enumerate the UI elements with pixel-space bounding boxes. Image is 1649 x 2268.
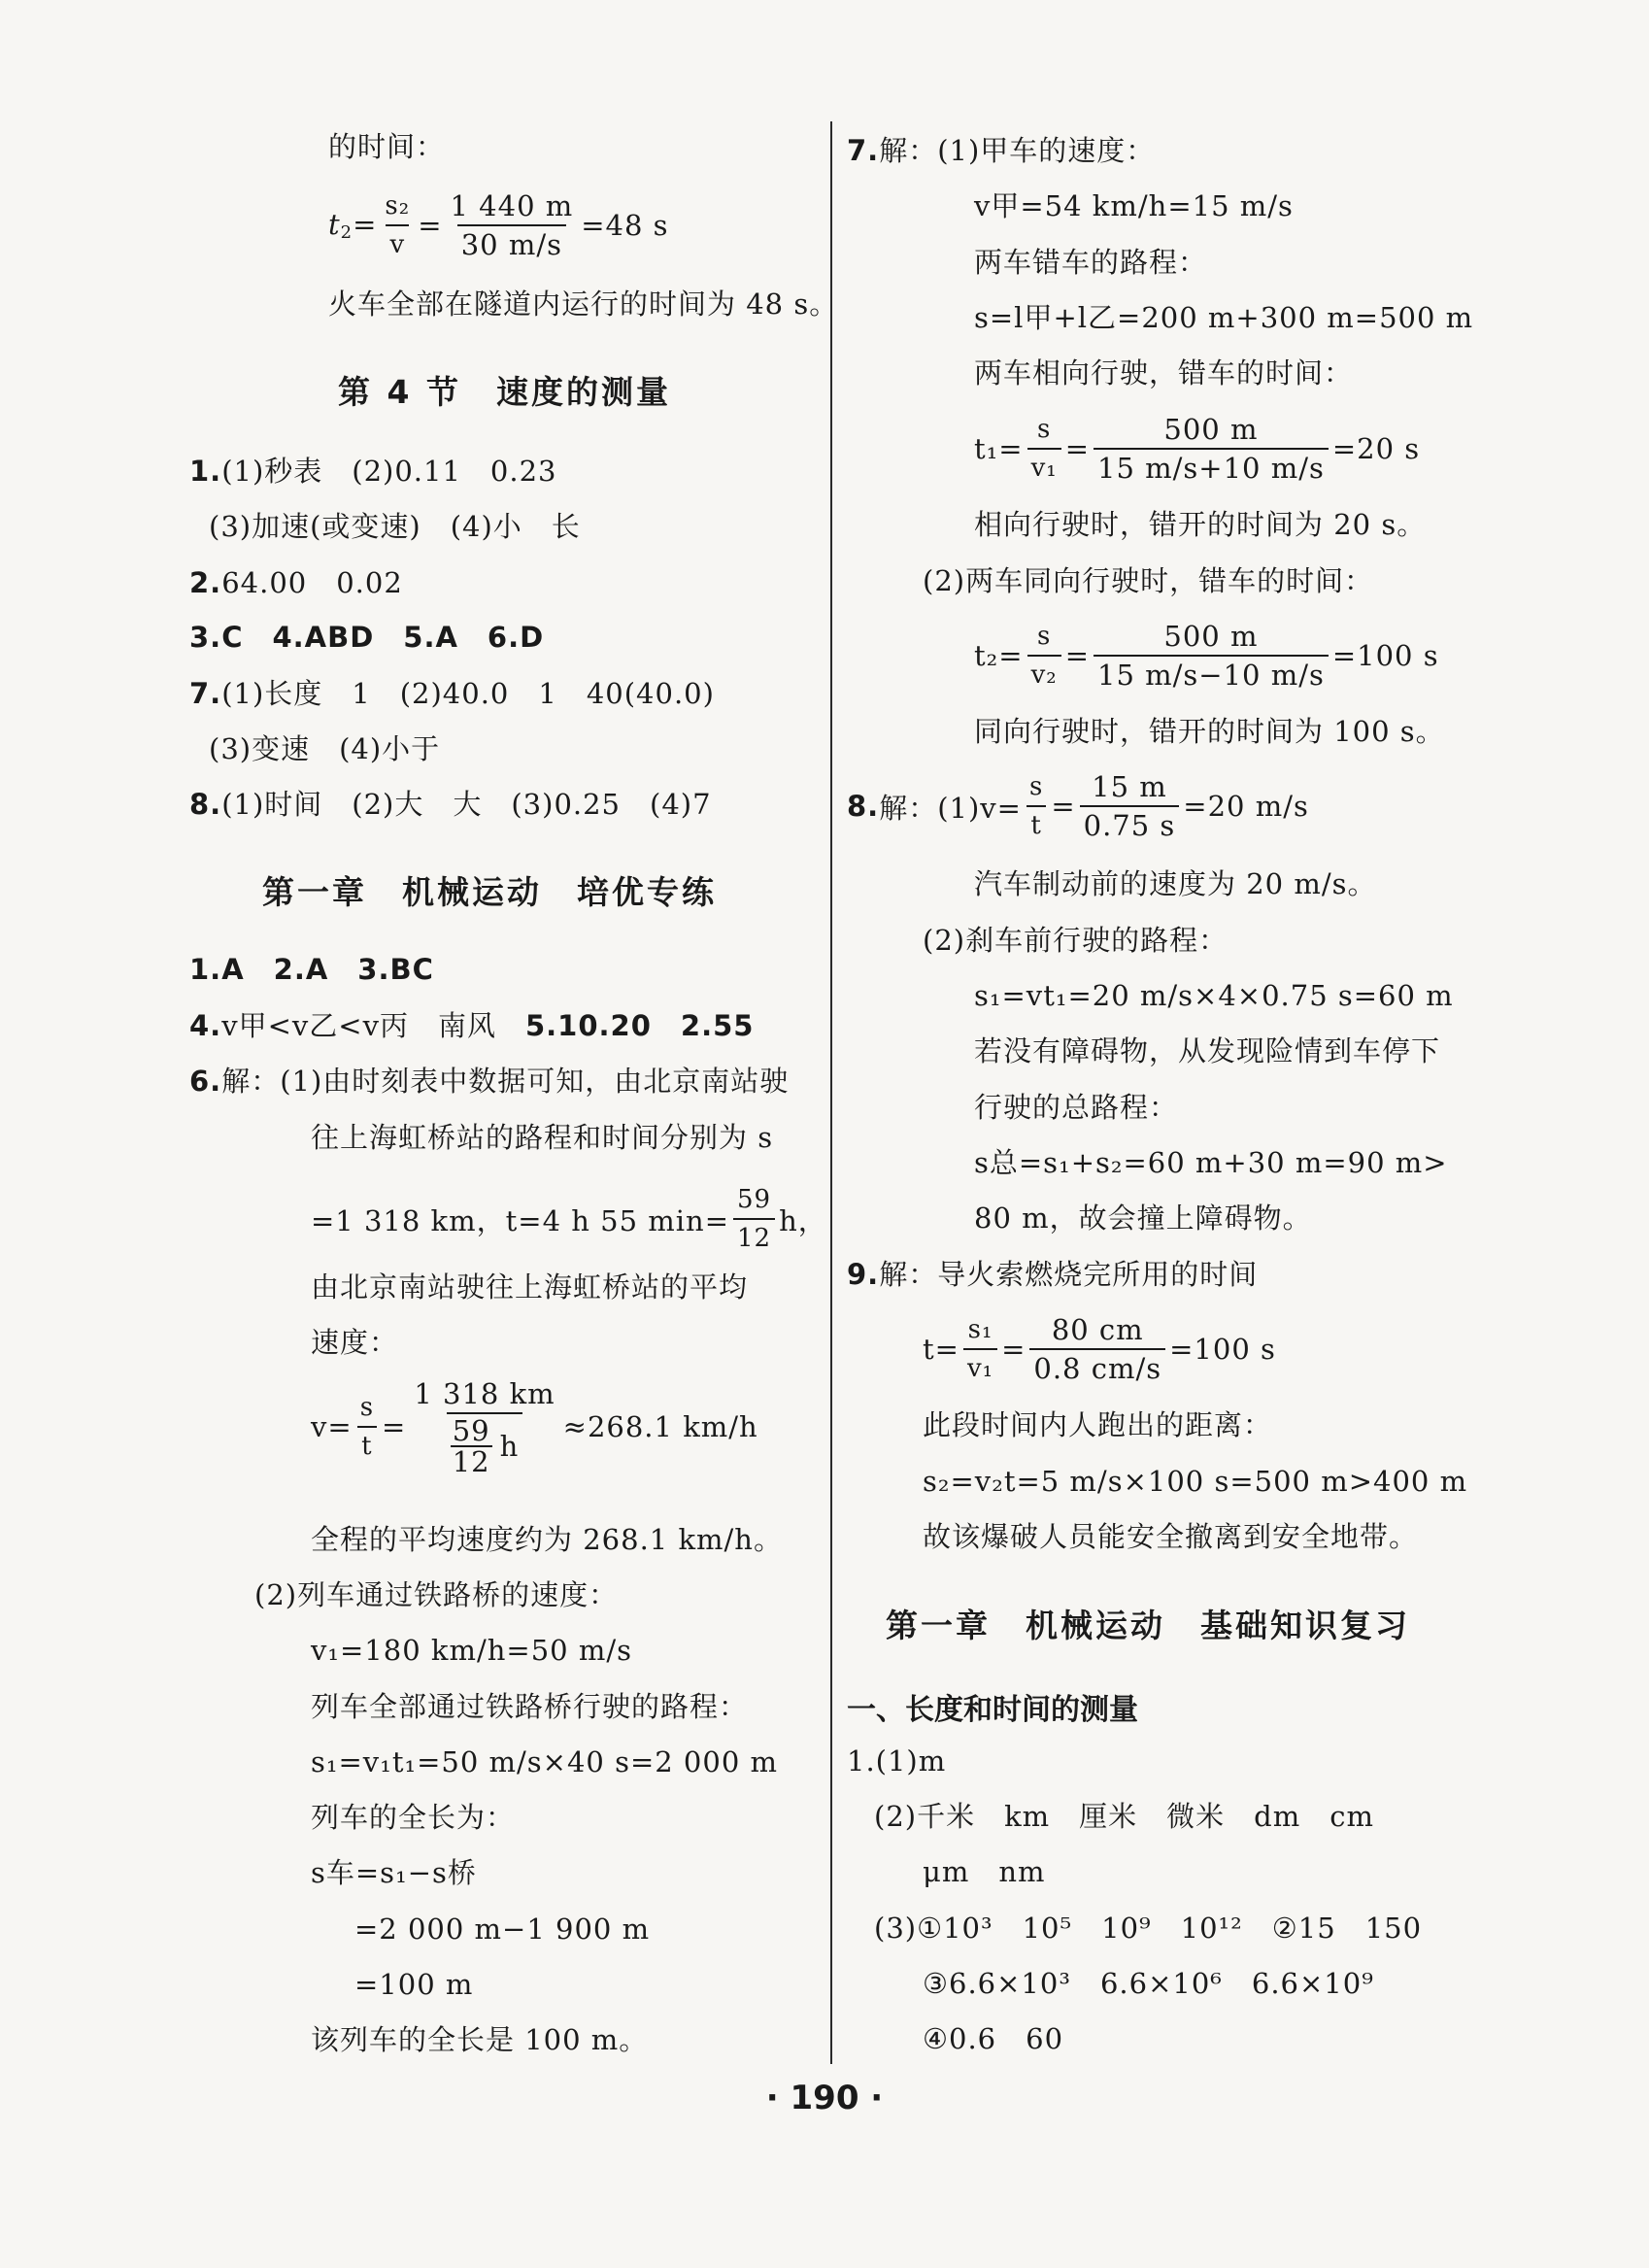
answer-b6-line5: 速度：	[311, 1326, 399, 1359]
fraction	[381, 189, 414, 261]
answer-c8-line6: s总=s₁+s₂=60 m+30 m=90 m>	[974, 1146, 1448, 1179]
answer-d1-line5: ③6.6×10³ 6.6×10⁶ 6.6×10⁹	[923, 1967, 1374, 2000]
chapter-heading: 第一章 机械运动 基础知识复习	[886, 1607, 1410, 1644]
fraction: $\frac{500 m}{15 m/s-10 m/s}$	[1094, 620, 1329, 692]
answer-d1-line6: ④0.6 60	[923, 2022, 1064, 2055]
answer-c9-line3: s₂=v₂t=5 m/s×100 s=500 m>400 m	[923, 1465, 1468, 1498]
line-time-of: 的时间：	[328, 130, 446, 163]
answer-1-cont: (3)加速(或变速) (4)小 长	[209, 510, 581, 543]
nested-fraction: 59 12	[452, 1414, 490, 1478]
answer-c7-line8: 同向行驶时，错开的时间为 100 s。	[974, 715, 1445, 748]
fraction	[447, 189, 578, 261]
section-heading: 第 4 节 速度的测量	[338, 373, 671, 411]
fraction: 1 318 km 59 12 h	[414, 1377, 555, 1478]
answer-c7-line7: (2)两车同向行驶时，错车的时间：	[923, 564, 1374, 597]
answer-b6-line14: =100 m	[354, 1968, 474, 2001]
equation-c8-speed: 8. 解：(1)v= $\frac{s}{t}$ = $\frac{15 m}{0.75 s}$ =20 m/s	[847, 770, 1309, 842]
page-number: · 190 ·	[765, 2079, 884, 2117]
fraction: $\frac{s}{\text{v₂}}$	[1027, 620, 1061, 692]
subsection-heading: 一、长度和时间的测量	[847, 1693, 1138, 1727]
answer-c7-line1: 7.解：(1)甲车的速度：	[847, 134, 1156, 167]
answer-1: 1.(1)秒表 (2)0.11 0.23	[189, 455, 557, 488]
fraction: $\frac{59}{12}$	[733, 1183, 775, 1255]
answer-b6-line10: s₁=v₁t₁=50 m/s×40 s=2 000 m	[311, 1745, 779, 1778]
answer-2: 2.64.00 0.02	[189, 566, 403, 599]
answer-b6-line13: =2 000 m−1 900 m	[354, 1913, 651, 1946]
answer-c8-line3: s₁=vt₁=20 m/s×4×0.75 s=60 m	[974, 979, 1454, 1012]
fraction: $\frac{s}{\text{v₁}}$	[1027, 413, 1061, 485]
answer-c8-line1: 汽车制动前的速度为 20 m/s。	[974, 867, 1377, 900]
answer-b6-line3: =1 318 km，t=4 h 55 min= $\frac{59}{12}$ h，	[311, 1185, 827, 1253]
answer-7: 7.(1)长度 1 (2)40.0 1 40(40.0)	[189, 677, 715, 710]
answer-d1-line2: (2)千米 km 厘米 微米 dm cm	[874, 1800, 1374, 1833]
answer-b6-line8: v₁=180 km/h=50 m/s	[311, 1634, 632, 1667]
fraction: $\frac{s}{t}$	[356, 1391, 378, 1463]
answer-8: 8.(1)时间 (2)大 大 (3)0.25 (4)7	[189, 788, 712, 821]
fraction-denominator: 30 m/s	[457, 224, 566, 261]
answer-b6-line1: 6.解：(1)由时刻表中数据可知，由北京南站驶	[189, 1065, 790, 1098]
answer-c7-line2: v甲=54 km/h=15 m/s	[974, 189, 1294, 222]
equation-t1-cars: t₁= $\frac{s}{\text{v₁}}$ = $\frac{500 m}{15 m/s+10 m/s}$ =20 s	[974, 413, 1421, 485]
fraction: $\frac{80 cm}{0.8 cm/s}$	[1029, 1313, 1165, 1385]
fraction: $\frac{s}{t}$	[1026, 770, 1047, 842]
answer-b6-line12: s车=s₁−s桥	[311, 1856, 477, 1889]
answer-c8-line7: 80 m，故会撞上障碍物。	[974, 1202, 1312, 1235]
answer-b4-5: 4.v甲<v乙<v丙 南风 5.10.20 2.55	[189, 1009, 755, 1042]
fraction: $\frac{500 m}{15 m/s+10 m/s}$	[1094, 413, 1329, 485]
answer-c7-line5: 两车相向行驶，错车的时间：	[974, 356, 1354, 389]
answer-c8-line2: (2)刹车前行驶的路程：	[923, 924, 1228, 957]
answer-d1-line4: (3)①10³ 10⁵ 10⁹ 10¹² ②15 150	[874, 1912, 1423, 1945]
answer-c8-line5: 行驶的总路程：	[974, 1091, 1179, 1124]
eq-lhs: $t_2=$	[328, 208, 378, 243]
answer-b6-line6: 全程的平均速度约为 268.1 km/h。	[311, 1523, 783, 1556]
fraction: $\frac{\text{s₁}}{\text{v₁}}$	[963, 1313, 997, 1385]
fraction-numerator: 1 440 m	[450, 189, 574, 222]
answer-b1-3: 1.A 2.A 3.BC	[189, 953, 434, 986]
fraction: $\frac{15 m}{0.75 s}$	[1080, 770, 1180, 842]
answer-b6-line4: 由北京南站驶往上海虹桥站的平均	[311, 1270, 749, 1303]
answer-c9-line2: 此段时间内人跑出的距离：	[923, 1408, 1273, 1441]
answer-7-cont: (3)变速 (4)小于	[209, 732, 441, 765]
equation-t2-train: $t_2=$ $\frac{\text{s₂}}{v}$ = $\frac{1 440 m}{30 m/s}$ =48 s	[328, 189, 669, 261]
answer-b6-line7: (2)列车通过铁路桥的速度：	[254, 1578, 619, 1611]
answer-3-6: 3.C 4.ABD 5.A 6.D	[189, 621, 545, 654]
answer-d1-line3: μm nm	[923, 1855, 1046, 1888]
answer-b6-line9: 列车全部通过铁路桥行驶的路程：	[311, 1690, 749, 1723]
answer-c7-line6: 相向行驶时，错开的时间为 20 s。	[974, 508, 1427, 541]
answer-d1-line1: 1.(1)m	[847, 1744, 947, 1777]
answer-c7-line3: 两车错车的路程：	[974, 246, 1208, 279]
answer-c9-line4: 故该爆破人员能安全撤离到安全地带。	[923, 1520, 1419, 1553]
chapter-heading: 第一章 机械运动 培优专练	[262, 873, 717, 911]
fraction-denominator: v	[386, 224, 409, 261]
equation-v-average: v= $\frac{s}{t}$ = 1 318 km 59 12 h ≈268.1 km/h	[311, 1377, 758, 1478]
equation-t2-cars: t₂= $\frac{s}{\text{v₂}}$ = $\frac{500 m}{15 m/s-10 m/s}$ =100 s	[974, 620, 1439, 692]
answer-b6-line15: 该列车的全长是 100 m。	[311, 2023, 649, 2056]
fraction-numerator: s₂	[385, 191, 411, 220]
answer-c7-line4: s=l甲+l乙=200 m+300 m=500 m	[974, 301, 1474, 334]
answer-b6-line11: 列车的全长为：	[311, 1801, 516, 1834]
line-all-in-tunnel: 火车全部在隧道内运行的时间为 48 s。	[328, 288, 839, 321]
column-divider	[830, 121, 832, 2064]
equation-c9-time: t= $\frac{\text{s₁}}{\text{v₁}}$ = $\frac{80 cm}{0.8 cm/s}$ =100 s	[923, 1313, 1276, 1385]
answer-c8-line4: 若没有障碍物，从发现险情到车停下	[974, 1034, 1441, 1067]
eq-rhs: =48 s	[581, 209, 669, 242]
answer-c9-line1: 9.解：导火索燃烧完所用的时间	[847, 1258, 1259, 1291]
answer-b6-line2: 往上海虹桥站的路程和时间分别为 s	[311, 1121, 774, 1154]
